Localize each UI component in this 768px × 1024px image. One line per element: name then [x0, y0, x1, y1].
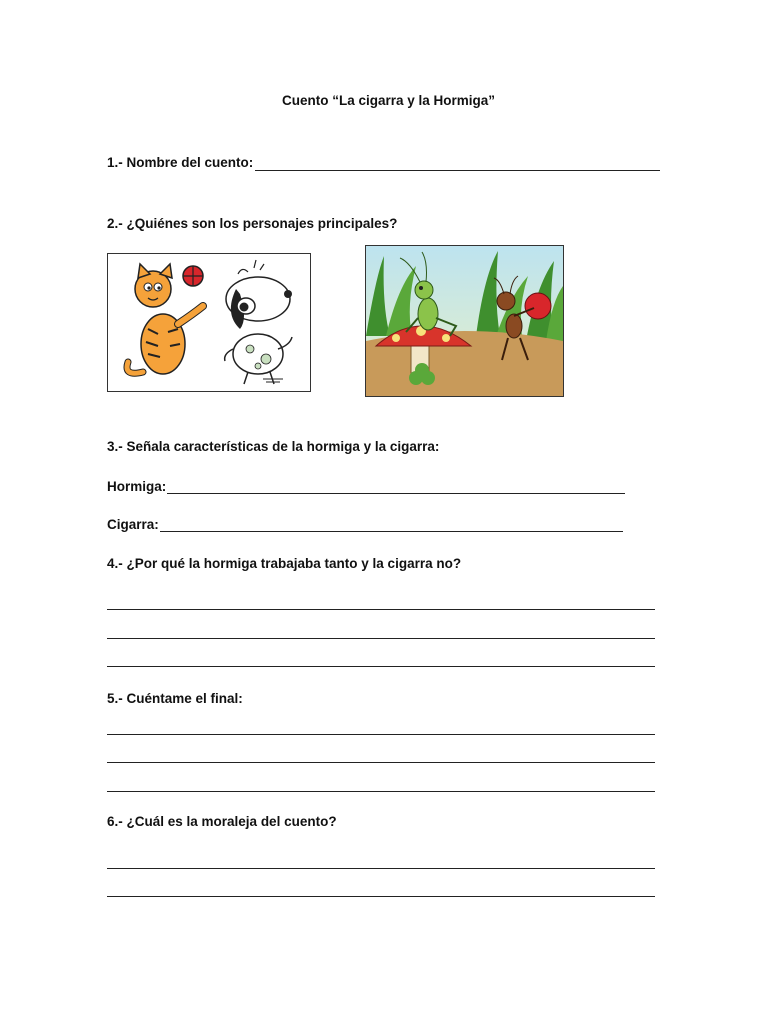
question-6-label: 6.- ¿Cuál es la moraleja del cuento? [107, 814, 337, 829]
cricket-ant-mushroom-icon [366, 246, 563, 396]
question-5-label: 5.- Cuéntame el final: [107, 691, 243, 706]
hormiga-label: Hormiga: [107, 479, 167, 494]
cat-and-dog-illustration [107, 253, 311, 392]
answer-line-q6-1[interactable] [107, 868, 655, 869]
answer-line-q5-3[interactable] [107, 791, 655, 792]
answer-line-cigarra[interactable] [160, 531, 623, 532]
question-1-label: 1.- Nombre del cuento: [107, 155, 254, 170]
cigarra-label: Cigarra: [107, 517, 159, 532]
answer-line-q4-1[interactable] [107, 609, 655, 610]
cat-dog-ball-icon [108, 254, 310, 391]
answer-line-q5-2[interactable] [107, 762, 655, 763]
question-2-label: 2.- ¿Quiénes son los personajes principales? [107, 216, 398, 231]
cricket-and-ant-illustration [365, 245, 564, 397]
question-4-label: 4.- ¿Por qué la hormiga trabajaba tanto y la cigarra no? [107, 556, 462, 571]
answer-line-q4-3[interactable] [107, 666, 655, 667]
answer-line-q5-1[interactable] [107, 734, 655, 735]
page-title: Cuento “La cigarra y la Hormiga” [282, 93, 496, 108]
answer-line-q6-2[interactable] [107, 896, 655, 897]
question-3-label: 3.- Señala características de la hormiga y la cigarra: [107, 439, 440, 454]
answer-line-story-name[interactable] [255, 170, 660, 171]
answer-line-q4-2[interactable] [107, 638, 655, 639]
answer-line-hormiga[interactable] [167, 493, 625, 494]
